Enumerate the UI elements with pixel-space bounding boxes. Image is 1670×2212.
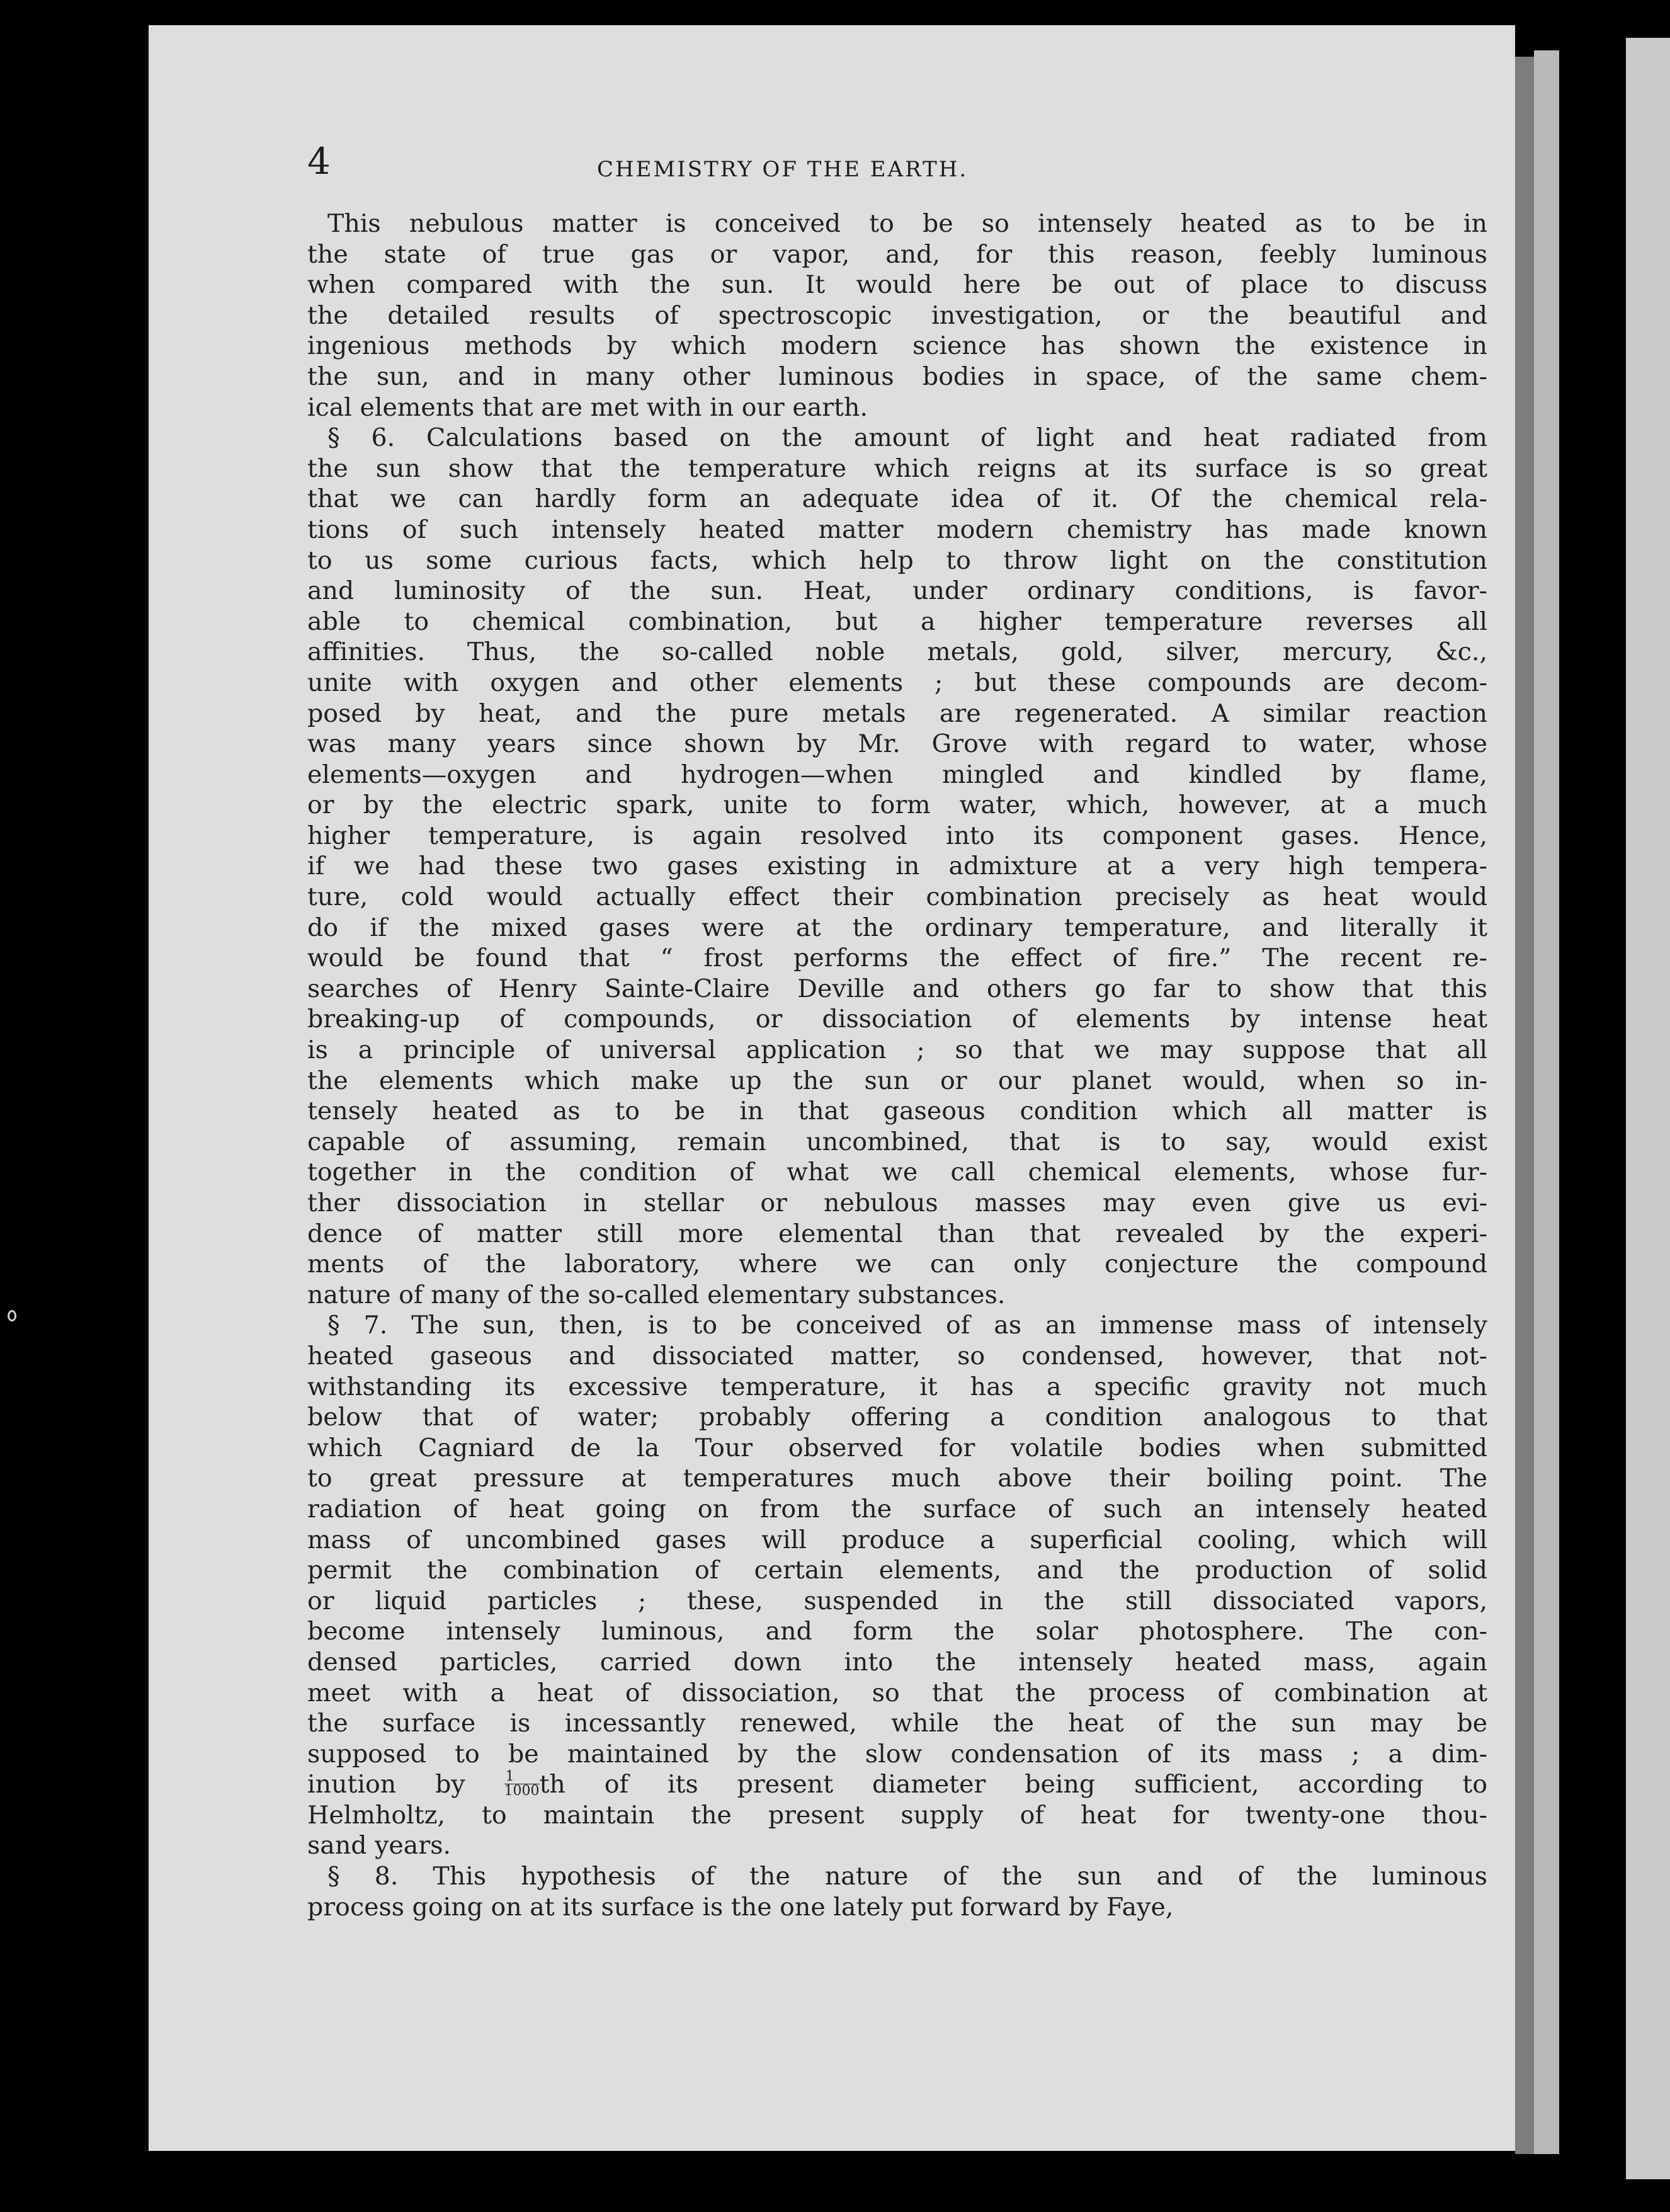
text-line: nature of many of the so-called elementary substances. xyxy=(307,1280,1006,1309)
text-line: is a principle of universal application ; so that we may suppose that all xyxy=(307,1035,1487,1065)
text-line: become intensely luminous, and form the solar photosphere. The con- xyxy=(307,1617,1487,1646)
text-line: unite with oxygen and other elements ; but these compounds are decom- xyxy=(307,668,1487,697)
text-line: permit the combination of certain elements, and the production of solid xyxy=(307,1556,1487,1585)
text-line: together in the condition of what we call chemical elements, whose fur- xyxy=(307,1158,1487,1187)
text-line: withstanding its excessive temperature, it has a specific gravity not much xyxy=(307,1372,1487,1401)
text-line: when compared with the sun. It would here be out of place to discuss xyxy=(307,270,1487,300)
margin-speck xyxy=(8,1310,16,1321)
text-line: higher temperature, is again resolved into its component gases. Hence, xyxy=(307,821,1487,850)
text-line: § 8. This hypothesis of the nature of the sun and of the luminous xyxy=(327,1862,1487,1891)
paragraph-p-section-7 xyxy=(307,1310,1487,1861)
text-line: densed particles, carried down into the intensely heated mass, again xyxy=(307,1647,1487,1677)
running-head xyxy=(307,140,1487,208)
text-line: dence of matter still more elemental than that revealed by the experi- xyxy=(307,1219,1487,1248)
text-line: which Cagniard de la Tour observed for volatile bodies when submitted xyxy=(307,1433,1487,1462)
text-line: ical elements that are met with in our earth. xyxy=(307,392,868,422)
page-number: 4 xyxy=(307,140,331,183)
running-title: CHEMISTRY OF THE EARTH. xyxy=(597,157,968,182)
text-line: below that of water; probably offering a condition analogous to that xyxy=(307,1403,1487,1432)
text-line: breaking-up of compounds, or dissociation of elements by intense heat xyxy=(307,1005,1487,1034)
body-text xyxy=(307,208,1487,1922)
text-line: to great pressure at temperatures much above their boiling point. The xyxy=(307,1464,1487,1493)
text-line: affinities. Thus, the so-called noble metals, gold, silver, mercury, &c., xyxy=(307,637,1487,667)
paragraph-p-section-6 xyxy=(307,423,1487,1310)
text-line: or by the electric spark, unite to form water, which, however, at a much xyxy=(307,790,1487,820)
text-line: inution by $\frac{1}{1000}$ th of its present diameter being sufficient, according to xyxy=(307,1769,1487,1799)
text-line: ture, cold would actually effect their combination precisely as heat would xyxy=(307,882,1487,912)
paragraph-p-section-8 xyxy=(307,1861,1487,1922)
text-line: the sun show that the temperature which reigns at its surface is so great xyxy=(307,453,1487,483)
text-line: would be found that “ frost performs the effect of fire.” The recent re- xyxy=(307,944,1487,973)
text-line: meet with a heat of dissociation, so that the process of combination at xyxy=(307,1678,1487,1707)
text-line: elements—oxygen and hydrogen—when mingled and kindled by flame, xyxy=(307,760,1487,789)
text-line: and luminosity of the sun. Heat, under ordinary conditions, is favor- xyxy=(307,576,1487,606)
text-line: process going on at its surface is the one lately put forward by Faye, xyxy=(307,1892,1174,1922)
text-line: ther dissociation in stellar or nebulous masses may even give us evi- xyxy=(307,1189,1487,1217)
text-line: or liquid particles ; these, suspended in the still dissociated vapors, xyxy=(307,1586,1487,1616)
text-line: posed by heat, and the pure metals are regenerated. A similar reaction xyxy=(307,698,1487,728)
fraction xyxy=(504,1770,540,1798)
text-line: the elements which make up the sun or our planet would, when so in- xyxy=(307,1066,1487,1095)
text-line: the sun, and in many other luminous bodies in space, of the same chem- xyxy=(307,362,1487,391)
text-line: to us some curious facts, which help to throw light on the constitution xyxy=(307,545,1487,575)
text-line: sand years. xyxy=(307,1831,452,1861)
text-line: ingenious methods by which modern science has shown the existence in xyxy=(307,331,1487,361)
text-line: the detailed results of spectroscopic investigation, or the beautiful and xyxy=(307,300,1487,330)
binding-edge xyxy=(1515,57,1534,2154)
opposite-page-edge xyxy=(1534,50,1559,2154)
text-line: tensely heated as to be in that gaseous condition which all matter is xyxy=(307,1097,1487,1126)
text-line: § 6. Calculations based on the amount of light and heat radiated from xyxy=(327,423,1487,453)
text-line: capable of assuming, remain uncombined, that is to say, would exist xyxy=(307,1127,1487,1156)
text-line: radiation of heat going on from the surface of such an intensely heated xyxy=(307,1494,1487,1524)
text-line: if we had these two gases existing in admixture at a very high tempera- xyxy=(307,852,1487,881)
text-line: do if the mixed gases were at the ordinary temperature, and literally it xyxy=(307,913,1487,942)
text-line: ments of the laboratory, where we can only conjecture the compound xyxy=(307,1250,1487,1279)
text-line: tions of such intensely heated matter modern chemistry has made known xyxy=(307,515,1487,544)
text-line: searches of Henry Sainte-Claire Deville and others go far to show that this xyxy=(307,974,1487,1003)
text-line: This nebulous matter is conceived to be so intensely heated as to be in xyxy=(327,209,1487,238)
text-line: able to chemical combination, but a higher temperature reverses all xyxy=(307,607,1487,636)
book-page xyxy=(149,25,1515,2151)
text-line: the surface is incessantly renewed, while the heat of the sun may be xyxy=(307,1709,1487,1738)
text-line: was many years since shown by Mr. Grove with regard to water, whose xyxy=(307,729,1487,759)
fraction-denominator: 1000 xyxy=(504,1783,540,1799)
text-line: that we can hardly form an adequate idea of it. Of the chemical rela- xyxy=(307,484,1487,514)
book-spine xyxy=(1626,38,1670,2179)
text-line: supposed to be maintained by the slow condensation of its mass ; a dim- xyxy=(307,1739,1487,1769)
text-line: the state of true gas or vapor, and, for this reason, feebly luminous xyxy=(307,239,1487,269)
paragraph-p-nebulous xyxy=(307,208,1487,423)
text-line: Helmholtz, to maintain the present supply of heat for twenty-one thou- xyxy=(307,1800,1487,1830)
text-line: § 7. The sun, then, is to be conceived of as an immense mass of intensely xyxy=(327,1311,1487,1340)
text-line: heated gaseous and dissociated matter, so condensed, however, that not- xyxy=(307,1341,1487,1371)
text-line: mass of uncombined gases will produce a superficial cooling, which will xyxy=(307,1525,1487,1554)
page-content xyxy=(307,140,1487,1922)
fraction-numerator: 1 xyxy=(504,1770,540,1784)
